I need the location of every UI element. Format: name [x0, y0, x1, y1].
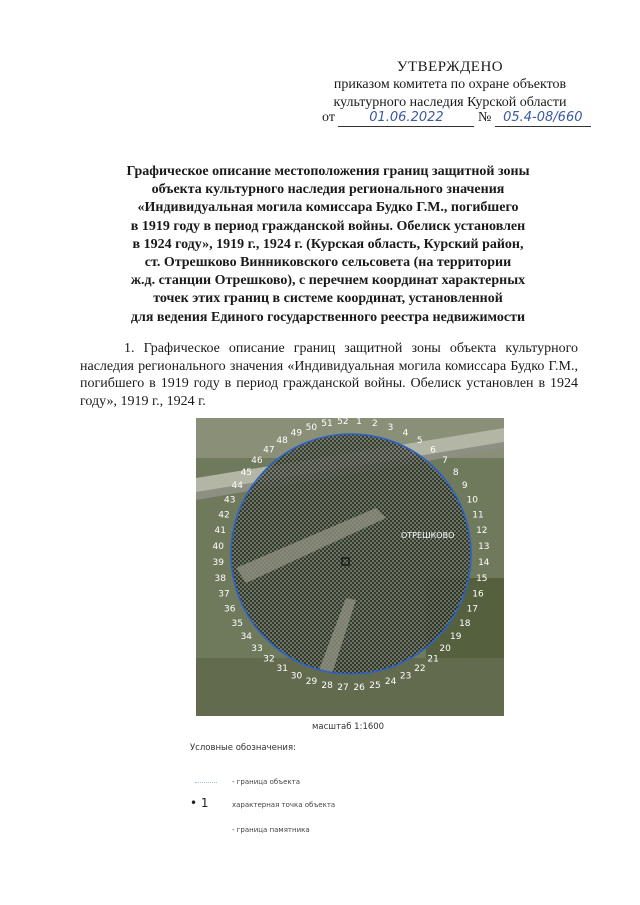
point-label: 38	[214, 574, 226, 584]
approval-date: 01.06.2022	[369, 110, 444, 125]
section-1-paragraph	[80, 340, 578, 410]
legend-item-monument: - граница памятника	[232, 826, 310, 834]
approval-line-1: приказом комитета по охране объектов	[333, 77, 567, 92]
point-label: 13	[478, 541, 490, 552]
map-canvas	[196, 418, 504, 716]
point-label: 50	[305, 423, 318, 433]
legend-item-point: характерная точка объекта	[232, 801, 336, 809]
point-label: 10	[466, 495, 479, 506]
section-1-text: Графическое описание границ защитной зоны объекта культурного наследия регионального значения «Индивидуальная могила комиссара Будко Г.М., погибшего в 1919 году в период гражданской войны. Обелиск установлен в 1924 году», 1919 г., 1924 г.	[80, 341, 578, 409]
point-label: 35	[231, 618, 243, 629]
point-label: 24	[384, 677, 397, 687]
point-label: 25	[369, 680, 381, 691]
title-line: ж.д. станции Отрешково), с перечнем координат характерных	[130, 273, 526, 289]
point-label: 16	[472, 589, 484, 600]
title-line: «Индивидуальная могила комиссара Будко Г.М., погибшего	[137, 200, 519, 216]
point-label: 1	[356, 418, 362, 428]
point-label: 14	[478, 558, 490, 568]
title-line: ст. Отрешково Винниковского сельсовета (на территории	[144, 255, 512, 271]
approval-heading: УТВЕРЖДЕНО	[396, 59, 504, 75]
point-label: 36	[223, 604, 236, 615]
title-line: Графическое описание местоположения границ защитной зоны	[126, 164, 530, 179]
approval-from-label: от	[322, 110, 335, 125]
point-label: 45	[240, 468, 253, 478]
approval-line-2: культурного наследия Курской области	[333, 95, 567, 110]
point-label: 20	[439, 644, 451, 654]
approval-number-field	[495, 110, 591, 127]
point-label: 46	[251, 456, 263, 466]
point-label: 31	[276, 663, 288, 674]
point-label: 15	[476, 573, 488, 584]
title-line: в 1919 году в период гражданской войны. Обелиск установлен	[130, 218, 526, 234]
point-label: 23	[399, 671, 412, 682]
point-label: 47	[263, 445, 275, 456]
title-line: объекта культурного наследия регионального значения	[151, 182, 505, 198]
title-line: в 1924 году», 1919 г., 1924 г. (Курская область, Курский район,	[132, 236, 524, 252]
legend-point-symbol: • 1	[190, 796, 209, 810]
point-label: 49	[290, 428, 303, 439]
point-label: 44	[231, 481, 243, 492]
legend-boundary-swatch	[195, 782, 217, 783]
place-label: ОТРЕШКОВО	[401, 531, 455, 540]
point-label: 40	[212, 542, 224, 552]
point-label: 30	[290, 671, 303, 682]
point-label: 28	[321, 680, 333, 691]
point-label: 11	[472, 510, 484, 521]
point-label: 34	[240, 632, 253, 643]
point-label: 48	[276, 436, 288, 447]
point-label: 26	[353, 682, 365, 693]
point-label: 33	[251, 644, 263, 655]
title-line: точек этих границ в системе координат, установленной	[153, 291, 503, 307]
point-label: 43	[223, 495, 236, 506]
point-label: 9	[461, 481, 468, 492]
point-label: 42	[218, 510, 230, 521]
title-line: для ведения Единого государственного реестра недвижимости	[130, 309, 526, 325]
point-label: 5	[416, 436, 423, 447]
point-label: 29	[305, 677, 318, 687]
point-label: 6	[430, 445, 436, 456]
point-label: 52	[337, 418, 349, 428]
legend-title: Условные обозначения:	[190, 743, 296, 753]
point-label: 4	[402, 428, 409, 439]
point-label: 7	[442, 455, 448, 466]
approval-block	[300, 58, 600, 112]
point-label: 32	[263, 654, 275, 665]
point-label: 12	[476, 526, 488, 536]
point-label: 3	[387, 423, 394, 433]
approval-number: 05.4-08/660	[503, 110, 583, 125]
point-label: 37	[218, 589, 230, 600]
approval-number-label: №	[477, 110, 492, 125]
section-1-number: 1.	[124, 341, 135, 356]
document-title	[88, 163, 568, 327]
point-label: 41	[214, 526, 226, 537]
point-label: 39	[212, 558, 224, 569]
point-label: 2	[372, 419, 378, 430]
point-label: 27	[337, 682, 349, 693]
point-label: 22	[414, 663, 426, 674]
approval-date-number-row	[322, 110, 622, 127]
point-label: 51	[321, 419, 333, 430]
point-label: 8	[452, 467, 459, 478]
point-label: 17	[466, 604, 479, 615]
point-label: 21	[427, 654, 439, 665]
satellite-map	[196, 418, 504, 716]
point-label: 18	[459, 618, 471, 629]
map-scale: масштаб 1:1600	[312, 722, 385, 732]
legend-item-boundary: - граница объекта	[232, 778, 301, 786]
approval-date-field	[338, 110, 474, 127]
point-label: 19	[449, 632, 462, 642]
